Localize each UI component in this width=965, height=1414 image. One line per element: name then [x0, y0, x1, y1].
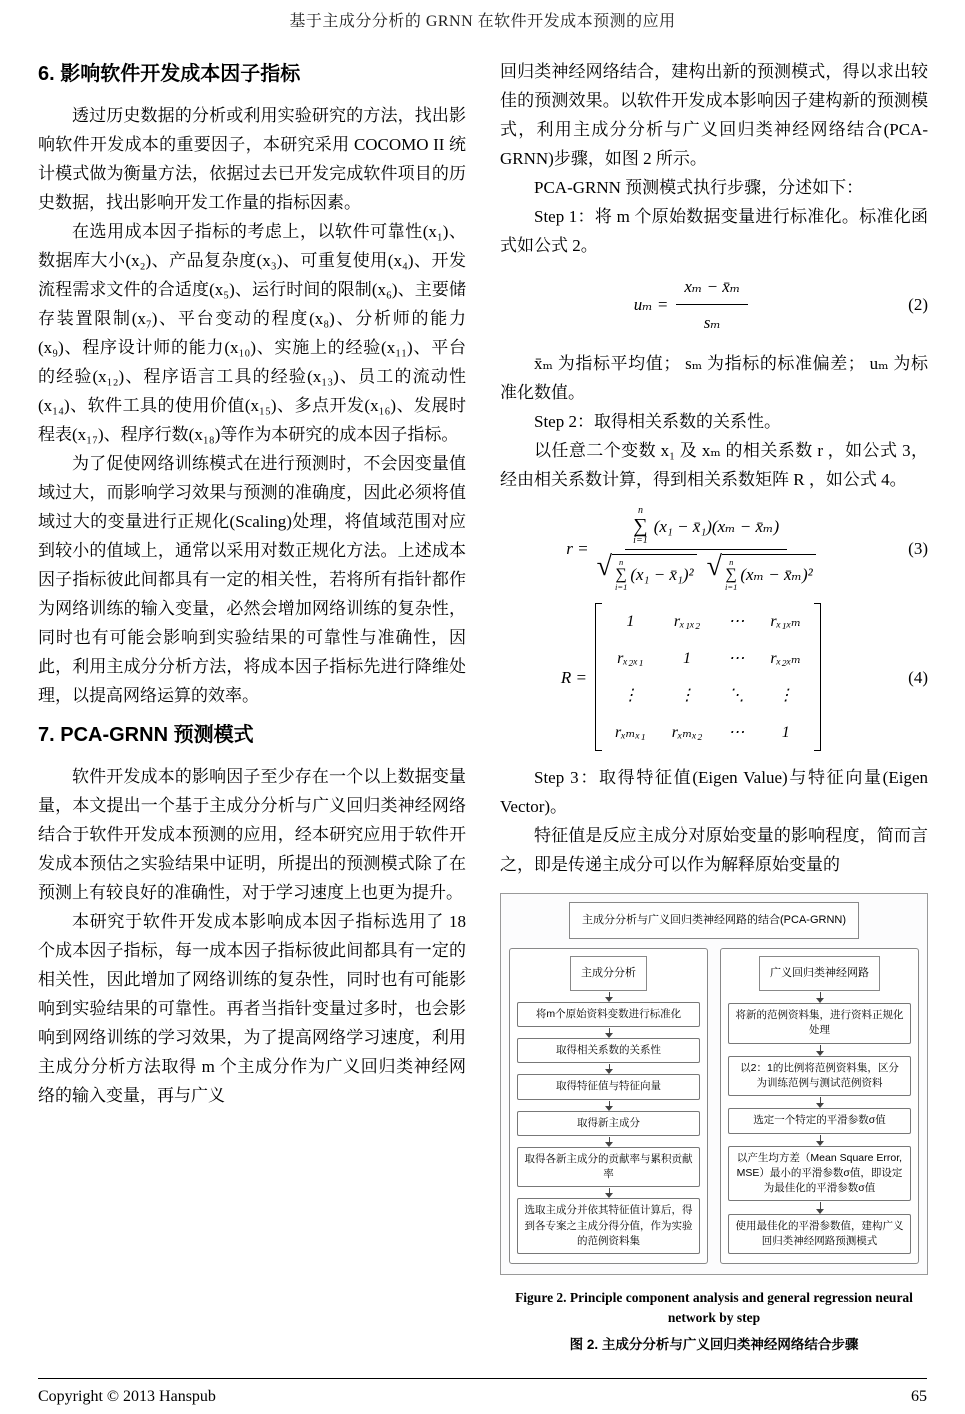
matrix-row — [602, 640, 814, 677]
sum-lower-limit: i=1 — [633, 535, 648, 546]
paragraph: 回归类神经网络结合，建构出新的预测模式，得以求出较佳的预测效果。以软件开发成本影响因子建构新的预测模式，利用主成分分析与广义回归类神经网络结合(PCA-GRNN)步骤，如图 2 所示。 — [500, 62, 928, 168]
matrix-cell: rₓ₂ₓₘ — [770, 650, 802, 667]
arrow-down-icon — [728, 1096, 911, 1108]
arrow-down-icon — [517, 991, 700, 1002]
flowchart-step: 将m个原始资料变数进行标准化 — [517, 1002, 700, 1027]
formula-2 — [500, 272, 928, 337]
figure-caption — [500, 1288, 928, 1360]
flowchart-step: 以2：1的比例将范例资料集，区分为训练范例与测试范例资料 — [728, 1056, 911, 1096]
flowchart-step: 选定一个特定的平滑参数σ值 — [728, 1108, 911, 1133]
matrix-left-bracket-icon — [595, 603, 602, 751]
page-footer — [38, 1378, 927, 1406]
grnn-steps — [728, 991, 911, 1254]
equation-number: (2) — [908, 295, 928, 314]
paragraph: 为了促使网络训练模式在进行预测时，不会因变量值域过大，而影响学习效果与预测的准确度，因此必须将值域过大的变量进行正规化(Scaling)处理，将值域范围对应到较小的值域上，通常以采用对数正规化方法。上述成本因子指标彼此间都具有一定的相关性，若将所有指针都作为网络训练的输入变量，必然会增加网络训练的复杂性，同时也有可能会影响到实验结果的可靠性与准确性，因此，利用主成分分析方法，将成本因子指标先进行降维处理，以提高网络运算的效率。 — [38, 454, 466, 705]
flowchart-step: 取得相关系数的关系性 — [517, 1038, 700, 1063]
fraction-numerator: xₘ − x̄ₘ — [676, 272, 748, 305]
fraction-numerator — [625, 506, 787, 550]
matrix-cell: ⋯ — [728, 724, 745, 741]
fraction — [597, 506, 816, 591]
arrow-down-icon — [517, 1063, 700, 1074]
summation-icon: n ∑ i=1 — [725, 557, 738, 592]
arrow-down-icon — [728, 1044, 911, 1056]
matrix-cell: ⋯ — [728, 613, 745, 630]
matrix-row — [602, 603, 814, 640]
matrix-cell: ⋯ — [728, 650, 745, 667]
formula-lhs: R = — [560, 667, 587, 687]
arrow-down-icon — [728, 991, 911, 1003]
pca-panel — [509, 948, 708, 1264]
flowchart-outer-box — [500, 893, 928, 1275]
section-6-heading: 6. 影响软件开发成本因子指标 — [38, 63, 301, 85]
page-header — [0, 8, 965, 31]
matrix-cell: 1 — [626, 613, 635, 630]
matrix-cell: ⋮ — [777, 687, 794, 704]
paragraph: 透过历史数据的分析或利用实验研究的方法，找出影响软件开发成本的重要因子，本研究采用 COCOMO II 统计模式做为衡量方法，依据过去已开发完成软件项目的历史数据，找出影响开发工作量的指标因素。 — [38, 106, 466, 212]
arrow-down-icon — [728, 1134, 911, 1146]
formula-lhs: r = — [566, 539, 589, 558]
left-column — [38, 57, 466, 1110]
arrow-down-icon — [517, 1027, 700, 1038]
paragraph: PCA-GRNN 预测模式执行步骤，分述如下： — [534, 178, 864, 197]
paragraph: Step 1：将 m 个原始数据变量进行标准化。标准化函式如公式 2。 — [500, 207, 928, 255]
equation-number: (4) — [908, 667, 928, 687]
arrow-down-icon — [728, 1201, 911, 1213]
sigma-symbol: ∑ — [633, 515, 648, 537]
formula-3-body — [500, 506, 882, 591]
radical-icon: √ — [596, 551, 612, 582]
paragraph: 特征值是反应主成分对原始变量的影响程度，简而言之，即是传递主成分可以作为解释原始变量的 — [500, 826, 928, 874]
formula-4 — [500, 603, 928, 751]
paragraph: 软件开发成本的影响因子至少存在一个以上数据变量量，本文提出一个基于主成分分析与广义回归类神经网络结合于软件开发成本预测的应用，经本研究应用于软件开发成本预估之实验结果中证明，所提出的预测模式除了在预测上有较良好的准确性，对于学习速度上也更为提升。 — [38, 767, 466, 902]
flowchart-step: 使用最佳化的平滑参数值，建构广义回归类神经网路预测模式 — [728, 1214, 911, 1254]
figure-caption-en: Figure 2. Principle component analysis and general regression neural network by step — [515, 1289, 913, 1326]
sqrt-term — [597, 553, 697, 591]
arrow-down-icon — [517, 1100, 700, 1111]
fraction-denominator — [597, 550, 816, 591]
summation-icon: n ∑ i=1 — [614, 557, 628, 592]
matrix-cell: rₓ₂ₓ₁ — [617, 650, 644, 667]
matrix-right-bracket-icon — [814, 603, 821, 751]
matrix-cell: rₓ₁ₓₘ — [770, 613, 802, 630]
matrix-row — [602, 714, 814, 751]
summation-icon — [633, 506, 648, 546]
formula-lhs: uₘ = — [633, 295, 669, 314]
matrix-cell: rₓₘₓ₂ — [671, 724, 703, 741]
figure-2 — [500, 893, 928, 1359]
paragraph: 在选用成本因子指标的考虑上，以软件可靠性(x₁)、数据库大小(x₂)、产品复杂度(x₃)、可重复使用(x₄)、开发流程需求文件的合适度(x₅)、运行时间的限制(x₆)、主要储存装置限制(x₇)、平台变动的程度(x₈)、分析师的能力(x₉)、程序设计师的能力(x₁₀)、实施上的经验(x₁₁)、平台的经验(x₁₂)、程序语言工具的经验(x₁₃)、员工的流动性(x₁₄)、软件工具的使用价值(x₁₅)、多点开发(x₁₆)、发展时程表(x₁₇)、程序行数(x₁₈)等作为本研究的成本因子指标。 — [38, 222, 466, 444]
section-7-heading: 7. PCA-GRNN 预测模式 — [38, 724, 254, 746]
radicand: n ∑ i=1 (xₘ − x̄ₘ)² — [722, 554, 816, 591]
flowchart-step: 选取主成分并依其特征值计算后，得到各专案之主成分得分值，作为实验的范例资料集 — [517, 1198, 700, 1254]
flowchart-step: 取得各新主成分的贡献率与累积贡献率 — [517, 1147, 700, 1187]
matrix-cell: ⋮ — [679, 687, 696, 704]
flowchart-step: 取得新主成分 — [517, 1111, 700, 1136]
matrix-row — [602, 677, 814, 714]
paragraph: Step 2：取得相关系数的关系性。 — [534, 412, 781, 431]
formula-4-body — [500, 603, 882, 751]
matrix-cell: 1 — [781, 724, 790, 741]
arrow-down-icon — [517, 1187, 700, 1198]
fraction — [676, 272, 748, 337]
radicand: n ∑ i=1 (x₁ − x̄₁)² — [612, 554, 697, 591]
right-column — [500, 57, 928, 1359]
figure-caption-zh: 图 2. 主成分分析与广义回归类神经网络结合步骤 — [569, 1337, 859, 1353]
running-title: 基于主成分分析的 GRNN 在软件开发成本预测的应用 — [289, 13, 676, 30]
matrix-cell: ⋮ — [622, 687, 639, 704]
grnn-panel-title: 广义回归类神经网路 — [759, 956, 880, 991]
flowchart-step: 取得特征值与特征向量 — [517, 1074, 700, 1099]
matrix-cell: rₓ₁ₓ₂ — [673, 613, 701, 630]
matrix-cell: ⋱ — [728, 687, 745, 704]
sqrt-term — [707, 553, 816, 591]
arrow-down-icon — [517, 1136, 700, 1147]
paragraph: Step 3：取得特征值(Eigen Value)与特征向量(Eigen Vector)。 — [500, 768, 928, 816]
flowchart-title: 主成分分析与广义回归类神经网路的结合(PCA-GRNN) — [569, 902, 859, 939]
flowchart-step: 将新的范例资料集，进行资料正规化处理 — [728, 1003, 911, 1043]
copyright-text: Copyright © 2013 Hanspub — [38, 1388, 216, 1405]
equation-number: (3) — [908, 539, 928, 558]
formula-3 — [500, 506, 928, 591]
matrix-cell: 1 — [683, 650, 692, 667]
paragraph: 以任意二个变数 x₁ 及 xₘ 的相关系数 r ，如公式 3，经由相关系数计算，得到相关系数矩阵 R ，如公式 4。 — [500, 441, 928, 489]
paragraph: x̄ₘ 为指标平均值； sₘ 为指标的标准偏差； uₘ 为标准化数值。 — [500, 354, 928, 402]
numerator-expression: (x₁ − x̄₁)(xₘ − x̄ₘ) — [653, 516, 780, 536]
matrix-cell: rₓₘₓ₁ — [615, 724, 646, 741]
sum-upper-limit: n — [637, 505, 643, 516]
grnn-panel — [720, 948, 919, 1264]
page-number: 65 — [911, 1388, 927, 1405]
formula-2-body — [500, 272, 882, 337]
flowchart-columns — [509, 948, 919, 1264]
radical-icon: √ — [706, 551, 723, 582]
pca-steps — [517, 991, 700, 1254]
matrix — [595, 603, 821, 751]
paragraph: 本研究于软件开发成本影响成本因子指标选用了 18 个成本因子指标，每一成本因子指标彼此间都具有一定的相关性，因此增加了网络训练的复杂性，同时也有可能影响到实验结果的可靠性。再者当指针变量过多时，也会影响到网络训练的学习效果，为了提高网络学习速度，利用主成分分析方法取得 m 个主成分作为广义回归类神经网络的输入变量，再与广义 — [38, 912, 466, 1105]
fraction-denominator: sₘ — [703, 313, 721, 332]
pca-panel-title: 主成分分析 — [570, 956, 647, 991]
flowchart-step: 以产生均方差（Mean Square Error, MSE）最小的平滑参数σ值，即设定为最佳化的平滑参数σ值 — [728, 1146, 911, 1202]
